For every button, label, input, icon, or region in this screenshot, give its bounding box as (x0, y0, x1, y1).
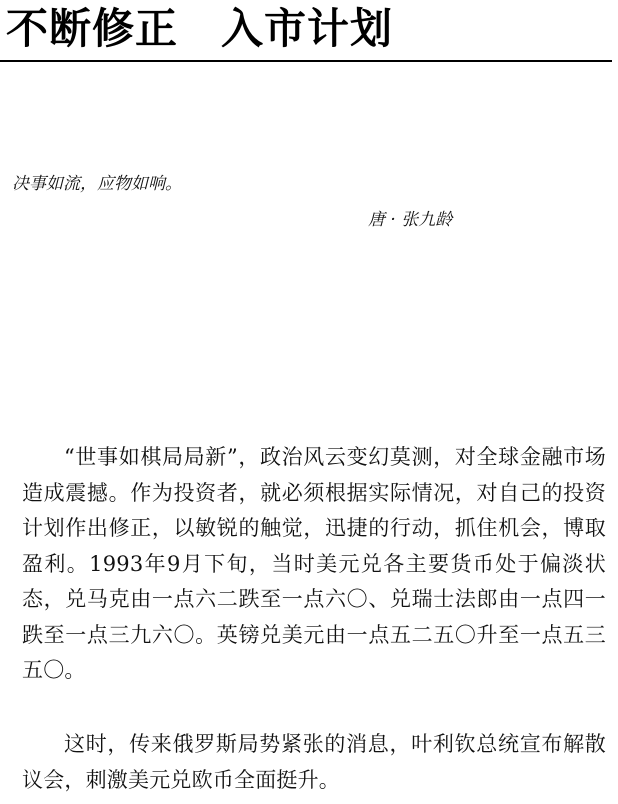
body-paragraph: “世事如棋局局新”，政治风云变幻莫测，对全球金融市场造成震撼。作为投资者，就必须根据实际情况，对自己的投资计划作出修正，以敏锐的触觉，迅捷的行动，抓住机会，博取盈利。1993年9月下旬，当时美元兑各主要货币处于偏淡状态，兑马克由一点六二跌至一点六〇、兑瑞士法郎由一点四一跌至一点三九六〇。英镑兑美元由一点五二五〇升至一点五三五〇。 (22, 445, 606, 682)
title-divider (0, 60, 612, 62)
epigraph-attribution: 唐 · 张九龄 (368, 210, 453, 230)
chapter-title: 不断修正 入市计划 (6, 4, 394, 53)
epigraph-quote: 决事如流，应物如响。 (12, 174, 182, 194)
body-paragraph: 这时，传来俄罗斯局势紧张的消息，叶利钦总统宣布解散议会，刺激美元兑欧币全面挺升。 (22, 732, 606, 792)
